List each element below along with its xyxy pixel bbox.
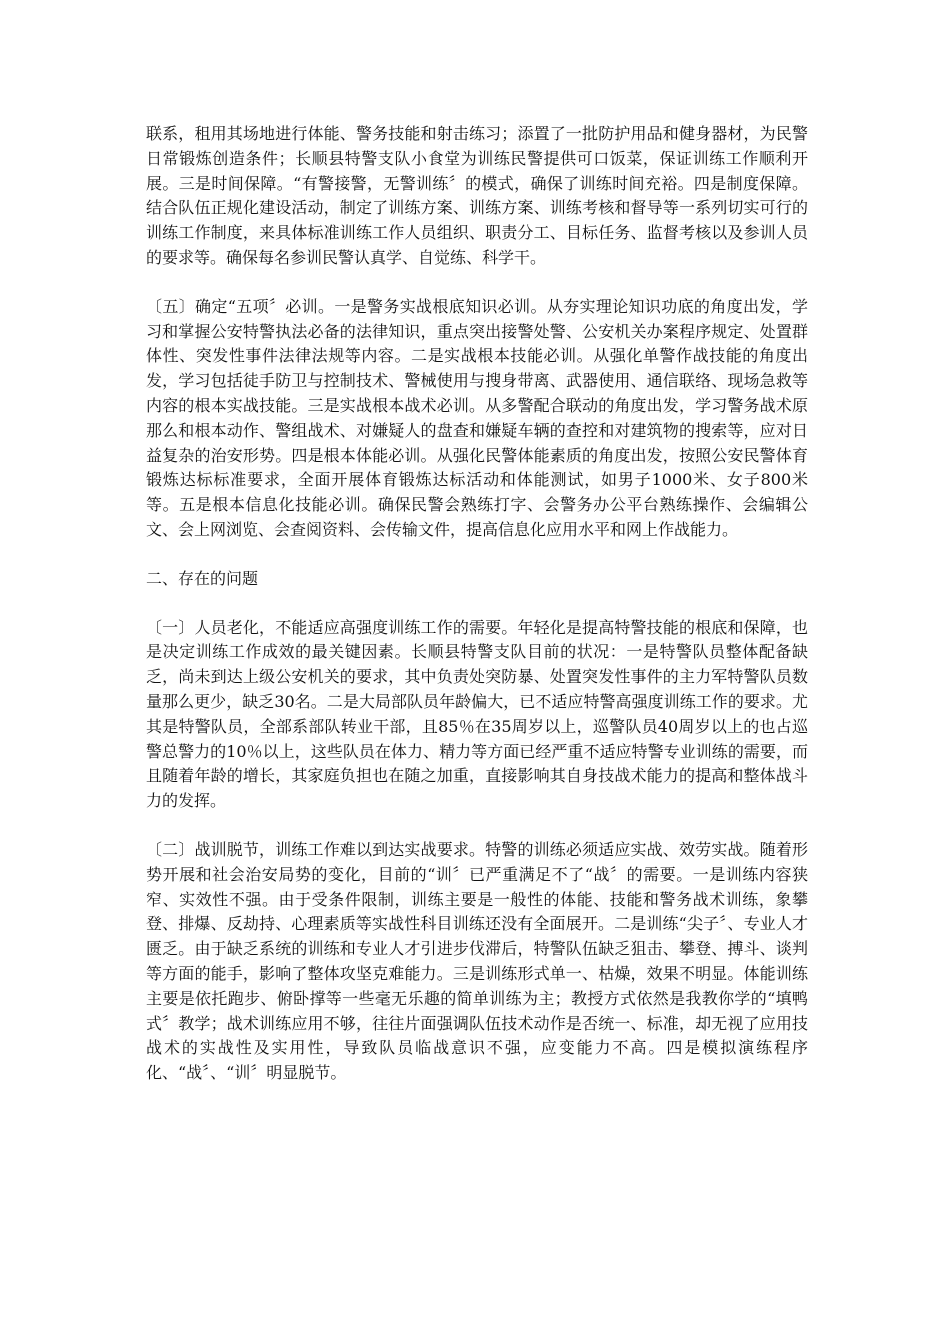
paragraph-five-required-trainings: 〔五〕确定“五项〞必训。一是警务实战根底知识必训。从夯实理论知识功底的角度出发，学习和掌握公安特警执法必备的法律知识，重点突出接警处警、公安机关办案程序规定、处置群体性、突发性事件法律法规等内容。二是实战根本技能必训。从强化单警作战技能的角度出发，学习包括徒手防卫与控制技术、警械使用与搜身带离、武器使用、通信联络、现场急救等内容的根本实战技能。三是实战根本战术必训。从多警配合联动的角度出发，学习警务战术原那么和根本动作、警组战术、对嫌疑人的盘查和嫌疑车辆的查控和对建筑物的搜索等，应对日益复杂的治安形势。四是根本体能必训。从强化民警体能素质的角度出发，按照公安民警体育锻炼达标标准要求，全面开展体育锻炼达标活动和体能测试，如男子1000米、女子800米等。五是根本信息化技能必训。确保民警会熟练打字、会警务办公平台熟练操作、会编辑公文、会上网浏览、会查阅资料、会传输文件，提高信息化应用水平和网上作战能力。: [146, 296, 808, 539]
section-heading-problems: 二、存在的问题: [146, 568, 259, 588]
document-body: [146, 122, 808, 1110]
paragraph-training-guarantees: 联系，租用其场地进行体能、警务技能和射击练习；添置了一批防护用品和健身器材，为民警日常锻炼创造条件；长顺县特警支队小食堂为训练民警提供可口饭菜，保证训练工作顺利开展。三是时间保障。“有警接警，无警训练〞的模式，确保了训练时间充裕。四是制度保障。结合队伍正规化建设活动，制定了训练方案、训练方案、训练考核和督导等一系列切实可行的训练工作制度，来具体标准训练工作人员组织、职责分工、目标任务、监督考核以及参训人员的要求等。确保每名参训民警认真学、自觉练、科学干。: [146, 124, 808, 267]
paragraph-training-disconnect: 〔二〕战训脱节，训练工作难以到达实战要求。特警的训练必须适应实战、效劳实战。随着形势开展和社会治安局势的变化，目前的“训〞已严重满足不了“战〞的需要。一是训练内容狭窄、实效性不强。由于受条件限制，训练主要是一般性的体能、技能和警务战术训练，象攀登、排爆、反劫持、心理素质等实战性科目训练还没有全面展开。二是训练“尖子〞、专业人才匮乏。由于缺乏系统的训练和专业人才引进步伐滞后，特警队伍缺乏狙击、攀登、搏斗、谈判等方面的能手，影响了整体攻坚克难能力。三是训练形式单一、枯燥，效果不明显。体能训练主要是依托跑步、俯卧撑等一些毫无乐趣的简单训练为主；教授方式依然是我教你学的“填鸭式〞教学；战术训练应用不够，往往片面强调队伍技术动作是否统一、标准，却无视了应用技战术的实战性及实用性，导致队员临战意识不强，应变能力不高。四是模拟演练程序化、“战〞、“训〞明显脱节。: [146, 839, 808, 1083]
paragraph-aging-personnel: 〔一〕人员老化，不能适应高强度训练工作的需要。年轻化是提高特警技能的根底和保障，也是决定训练工作成效的最关键因素。长顺县特警支队目前的状况：一是特警队员整体配备缺乏，尚未到达上级公安机关的要求，其中负责处突防暴、处置突发性事件的主力军特警队员数量那么更少，缺乏30名。二是大局部队员年龄偏大，已不适应特警高强度训练工作的要求。尤其是特警队员，全部系部队转业干部，且85％在35周岁以上，巡警队员40周岁以上的也占巡警总警力的10％以上，这些队员在体力、精力等方面已经严重不适应特警专业训练的需要，而且随着年龄的增长，其家庭负担也在随之加重，直接影响其自身技战术能力的提高和整体战斗力的发挥。: [146, 617, 808, 811]
